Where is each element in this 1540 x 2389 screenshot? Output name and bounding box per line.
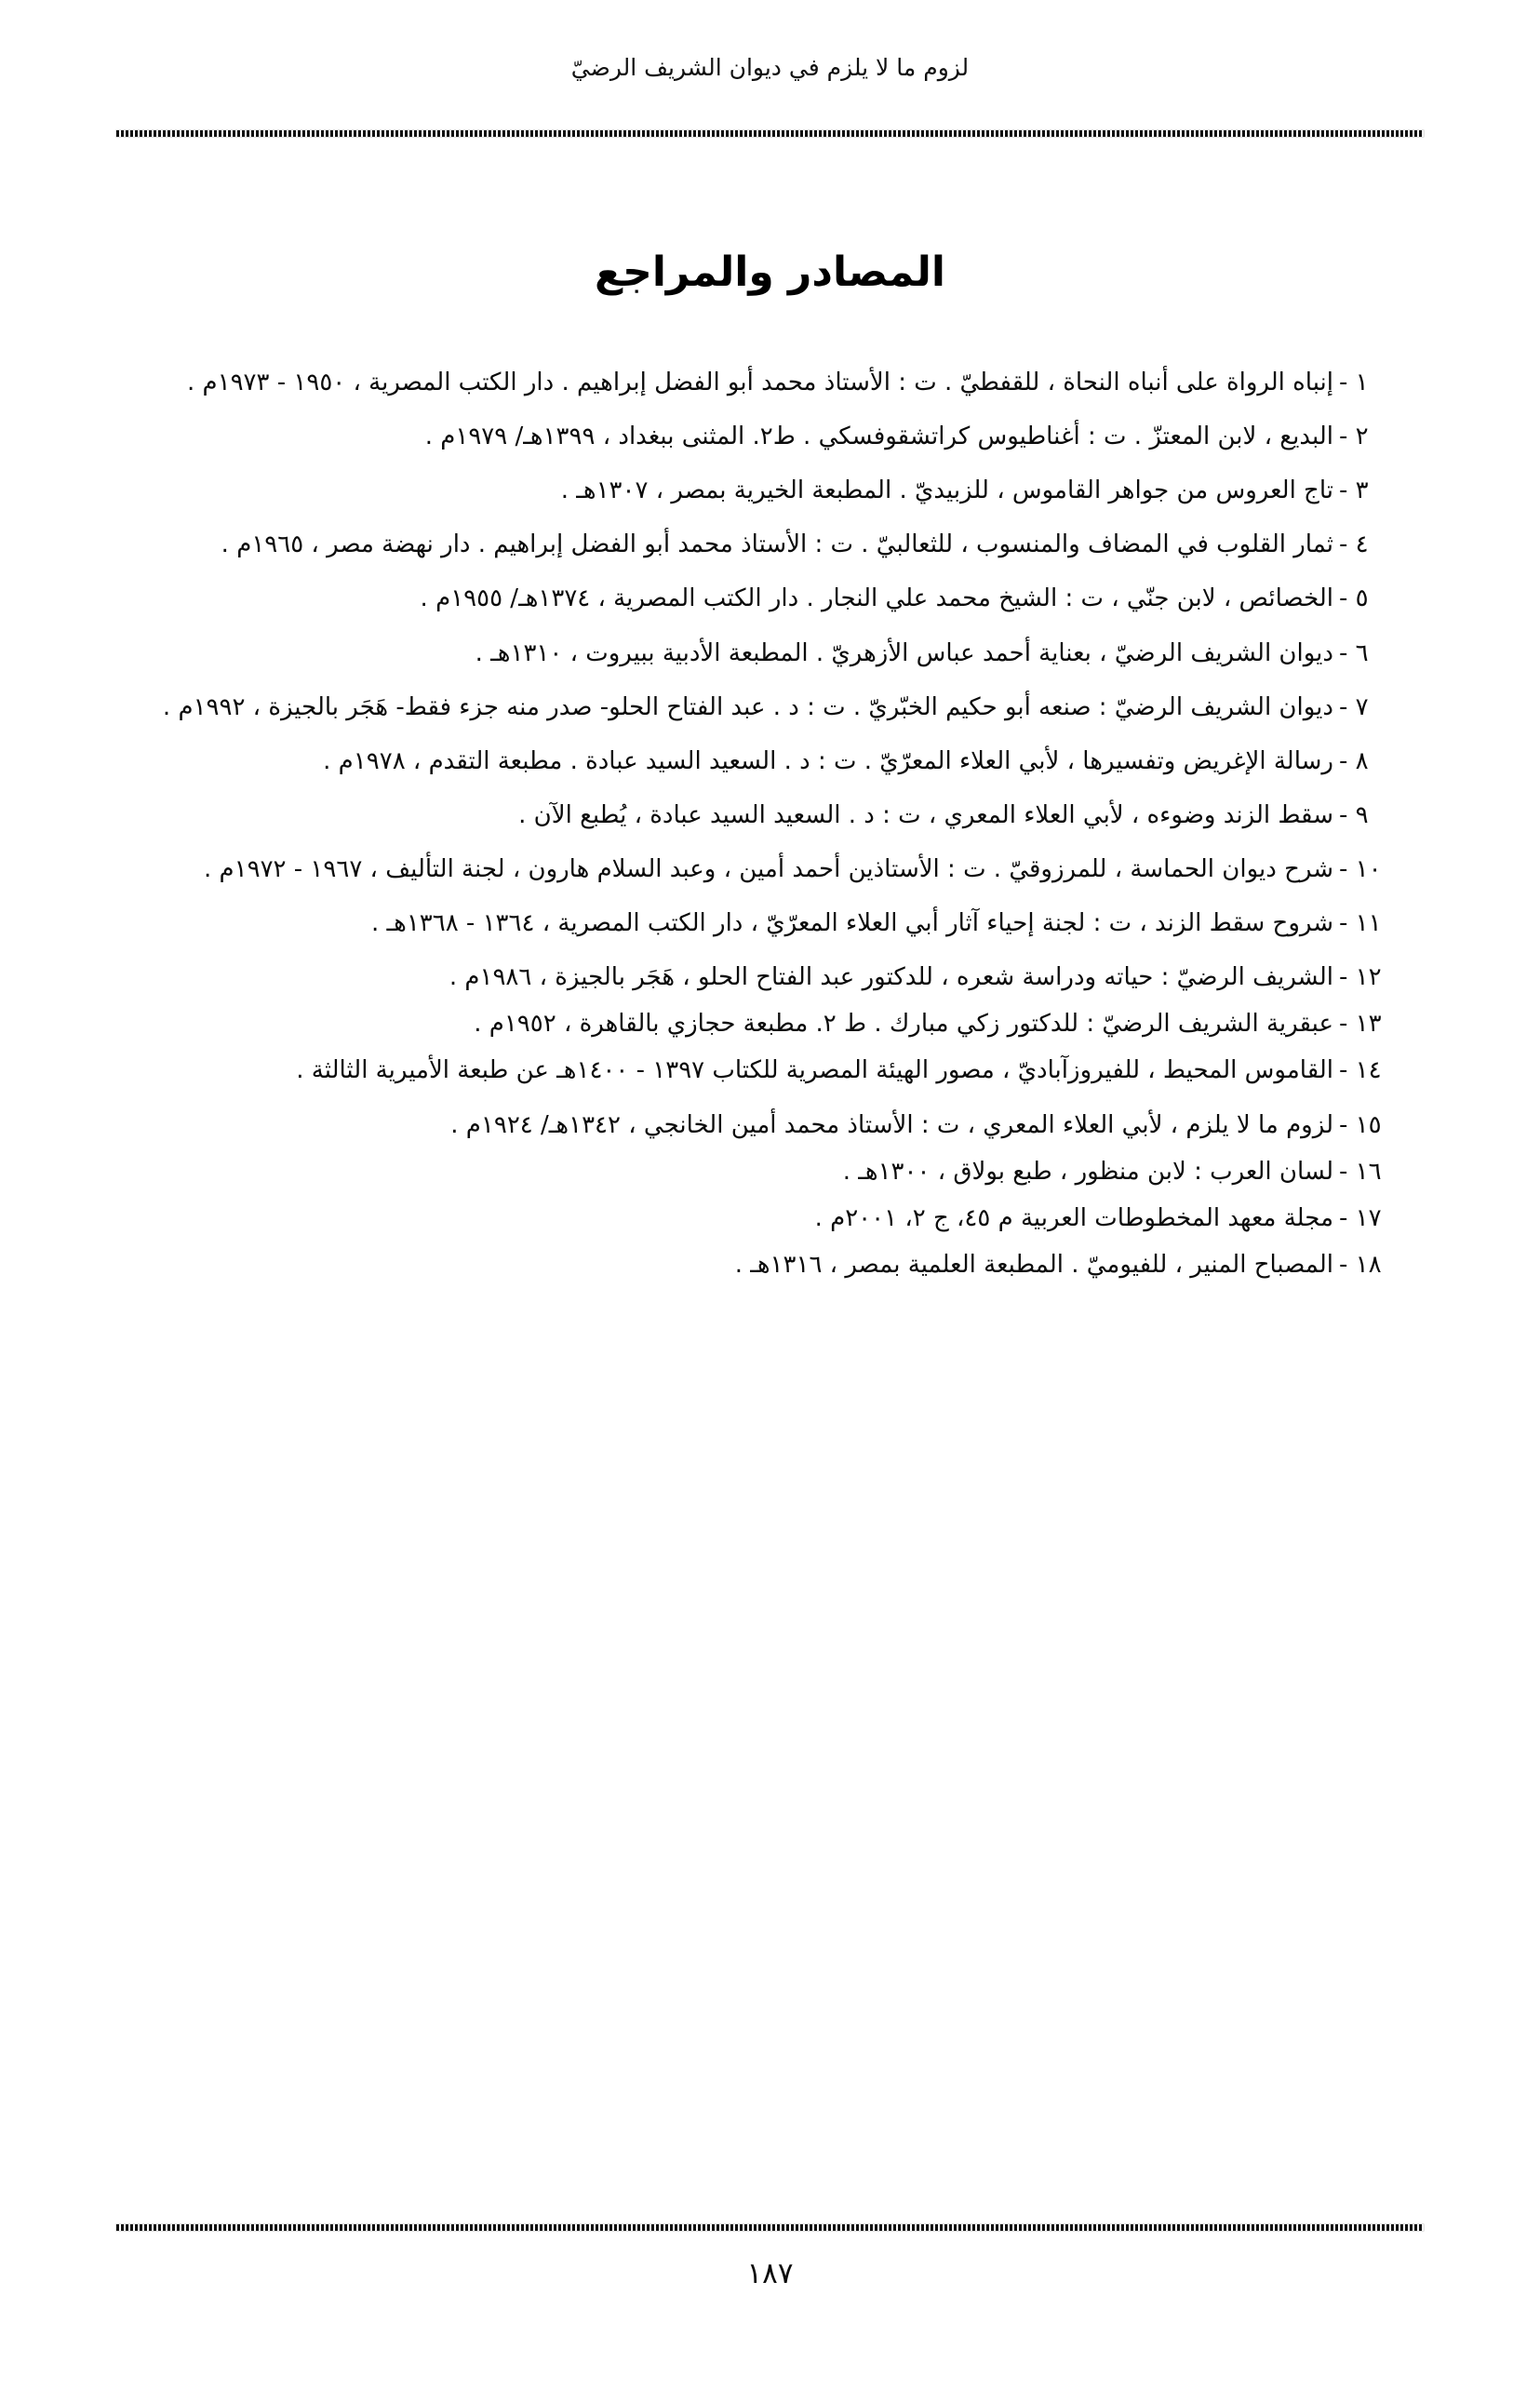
reference-number: ١٧ - (1339, 1203, 1382, 1232)
reference-number: ٥ - (1339, 584, 1369, 613)
reference-text: رسالة الإغريض وتفسيرها ، لأبي العلاء المعرّيّ . ت : د . السعيد السيد عبادة . مطبعة التقدم ، ١٩٧٨م . (323, 746, 1333, 775)
list-item (123, 688, 1417, 727)
reference-number: ١٣ - (1339, 1010, 1382, 1039)
list-item (123, 1051, 1417, 1090)
page-title: المصادر والمراجع (595, 248, 945, 297)
reference-text: ديوان الشريف الرضيّ ، بعناية أحمد عباس الأزهريّ . المطبعة الأدبية ببيروت ، ١٣١٠هـ . (475, 638, 1333, 667)
list-item (123, 471, 1417, 510)
reference-number: ١٥ - (1339, 1110, 1382, 1139)
reference-number: ٤ - (1339, 530, 1369, 559)
list-item (123, 904, 1417, 943)
references-list (123, 363, 1417, 1292)
reference-number: ١١ - (1339, 909, 1382, 938)
list-item (123, 417, 1417, 456)
list-item (123, 579, 1417, 618)
list-item (123, 1004, 1417, 1043)
list-item (123, 1199, 1417, 1238)
reference-text: لسان العرب : لابن منظور ، طبع بولاق ، ١٣٠٠هـ . (842, 1157, 1333, 1186)
reference-number: ١٨ - (1339, 1250, 1382, 1279)
reference-number: ١٠ - (1339, 854, 1382, 883)
reference-number: ٣ - (1339, 476, 1369, 505)
reference-text: الخصائص ، لابن جنّي ، ت : الشيخ محمد علي النجار . دار الكتب المصرية ، ١٣٧٤هـ/ ١٩٥٥م . (420, 584, 1333, 613)
reference-text: ثمار القلوب في المضاف والمنسوب ، للثعالبيّ . ت : الأستاذ محمد أبو الفضل إبراهيم . دار نهضة مصر ، ١٩٦٥م . (221, 530, 1333, 559)
reference-text: المصباح المنير ، للفيوميّ . المطبعة العلمية بمصر ، ١٣١٦هـ . (734, 1250, 1333, 1279)
reference-number: ٢ - (1339, 423, 1369, 451)
reference-number: ١٤ - (1339, 1056, 1382, 1085)
list-item (123, 363, 1417, 402)
reference-text: لزوم ما لا يلزم ، لأبي العلاء المعري ، ت : الأستاذ محمد أمين الخانجي ، ١٣٤٢هـ/ ١٩٢٤م . (450, 1110, 1333, 1139)
header-rule (116, 130, 1424, 137)
reference-text: شرح ديوان الحماسة ، للمرزوقيّ . ت : الأستاذين أحمد أمين ، وعبد السلام هارون ، لجنة التأليف ، ١٩٦٧ - ١٩٧٢م . (204, 854, 1333, 883)
list-item (123, 958, 1417, 997)
list-item (123, 742, 1417, 781)
list-item (123, 525, 1417, 564)
reference-text: الشريف الرضيّ : حياته ودراسة شعره ، للدكتور عبد الفتاح الحلو ، هَجَر بالجيزة ، ١٩٨٦م . (449, 963, 1333, 992)
reference-number: ١٢ - (1339, 963, 1382, 992)
list-item (123, 850, 1417, 889)
footer-rule (116, 2224, 1424, 2231)
reference-text: سقط الزند وضوءه ، لأبي العلاء المعري ، ت : د . السعيد السيد عبادة ، يُطبع الآن . (518, 800, 1333, 829)
reference-number: ٨ - (1339, 746, 1369, 775)
reference-text: القاموس المحيط ، للفيروزآباديّ ، مصور الهيئة المصرية للكتاب ١٣٩٧ - ١٤٠٠هـ عن طبعة الأميرية الثالثة . (296, 1056, 1333, 1085)
reference-text: ديوان الشريف الرضيّ : صنعه أبو حكيم الخبّريّ . ت : د . عبد الفتاح الحلو- صدر منه جزء فقط- هَجَر بالجيزة ، ١٩٩٢م . (162, 692, 1333, 721)
list-item (123, 634, 1417, 673)
list-item (123, 1106, 1417, 1145)
reference-number: ٦ - (1339, 638, 1369, 667)
list-item (123, 1152, 1417, 1191)
page-number: ١٨٧ (746, 2257, 794, 2290)
reference-number: ١٦ - (1339, 1157, 1382, 1186)
reference-number: ٧ - (1339, 692, 1369, 721)
reference-text: عبقرية الشريف الرضيّ : للدكتور زكي مبارك . ط ٢. مطبعة حجازي بالقاهرة ، ١٩٥٢م . (474, 1010, 1333, 1039)
reference-number: ١ - (1339, 369, 1369, 396)
reference-text: تاج العروس من جواهر القاموس ، للزبيديّ . المطبعة الخيرية بمصر ، ١٣٠٧هـ . (560, 476, 1333, 505)
reference-text: إنباه الرواة على أنباه النحاة ، للقفطيّ . ت : الأستاذ محمد أبو الفضل إبراهيم . دار الكتب المصرية ، ١٩٥٠ - ١٩٧٣م . (186, 369, 1333, 396)
running-head: لزوم ما لا يلزم في ديوان الشريف الرضيّ (570, 54, 970, 81)
list-item (123, 796, 1417, 835)
reference-text: البديع ، لابن المعتزّ . ت : أغناطيوس كراتشقوفسكي . ط٢. المثنى ببغداد ، ١٣٩٩هـ/ ١٩٧٩م . (424, 423, 1333, 451)
reference-text: شروح سقط الزند ، ت : لجنة إحياء آثار أبي العلاء المعرّيّ ، دار الكتب المصرية ، ١٣٦٤ - ١٣٦٨هـ . (370, 909, 1333, 938)
list-item (123, 1245, 1417, 1284)
reference-number: ٩ - (1339, 800, 1369, 829)
reference-text: مجلة معهد المخطوطات العربية م ٤٥، ج ٢، ٢٠٠١م . (814, 1203, 1333, 1232)
